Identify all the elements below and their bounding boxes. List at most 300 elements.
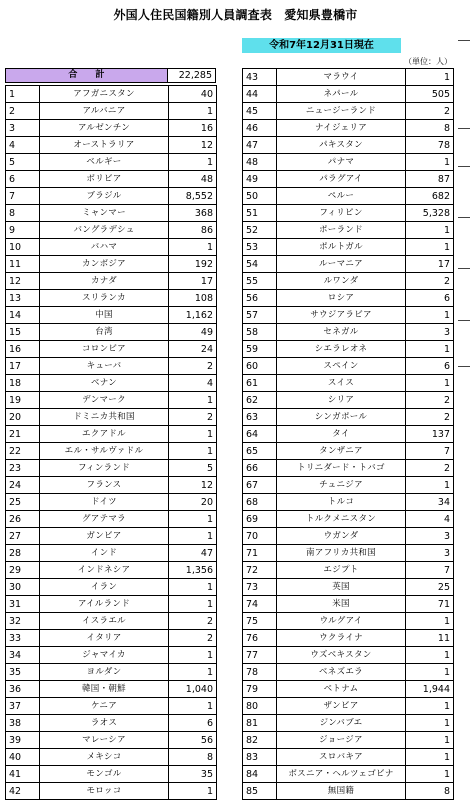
table-row [6, 256, 217, 273]
country-name: トルコ [277, 494, 406, 511]
row-number: 43 [243, 69, 277, 86]
margin-tick [458, 166, 470, 167]
row-number: 20 [6, 409, 40, 426]
table-row [6, 477, 217, 494]
table-row [6, 239, 217, 256]
country-name: セネガル [277, 324, 406, 341]
row-number: 59 [243, 341, 277, 358]
row-number: 60 [243, 358, 277, 375]
row-number: 41 [6, 766, 40, 783]
country-name: ベネズエラ [277, 664, 406, 681]
row-number: 48 [243, 154, 277, 171]
country-name: ポーランド [277, 222, 406, 239]
table-row [243, 477, 454, 494]
country-name: ベナン [40, 375, 169, 392]
country-name: 英国 [277, 579, 406, 596]
row-number: 39 [6, 732, 40, 749]
row-number: 28 [6, 545, 40, 562]
table-row [6, 443, 217, 460]
resident-count: 1 [406, 732, 454, 749]
table-row [243, 562, 454, 579]
country-name: シリア [277, 392, 406, 409]
table-row [6, 766, 217, 783]
row-number: 1 [6, 86, 40, 103]
table-row [243, 528, 454, 545]
row-number: 67 [243, 477, 277, 494]
row-number: 80 [243, 698, 277, 715]
row-number: 55 [243, 273, 277, 290]
row-number: 61 [243, 375, 277, 392]
resident-count: 682 [406, 188, 454, 205]
row-number: 19 [6, 392, 40, 409]
resident-count: 7 [406, 562, 454, 579]
table-row [6, 732, 217, 749]
row-number: 14 [6, 307, 40, 324]
resident-count: 1 [406, 222, 454, 239]
country-name: イタリア [40, 630, 169, 647]
row-number: 25 [6, 494, 40, 511]
table-row [6, 647, 217, 664]
row-number: 27 [6, 528, 40, 545]
resident-count: 1 [406, 647, 454, 664]
resident-count: 20 [169, 494, 217, 511]
nationality-table-left [5, 85, 217, 800]
resident-count: 6 [169, 715, 217, 732]
row-number: 76 [243, 630, 277, 647]
row-number: 6 [6, 171, 40, 188]
country-name: ナイジェリア [277, 120, 406, 137]
table-row [243, 273, 454, 290]
table-row [243, 188, 454, 205]
resident-count: 35 [169, 766, 217, 783]
resident-count: 71 [406, 596, 454, 613]
country-name: 韓国・朝鮮 [40, 681, 169, 698]
country-name: ドミニカ共和国 [40, 409, 169, 426]
country-name: タイ [277, 426, 406, 443]
row-number: 78 [243, 664, 277, 681]
margin-tick [458, 128, 470, 129]
table-row [243, 375, 454, 392]
resident-count: 3 [406, 528, 454, 545]
country-name: 南アフリカ共和国 [277, 545, 406, 562]
country-name: スイス [277, 375, 406, 392]
resident-count: 1 [406, 375, 454, 392]
row-number: 62 [243, 392, 277, 409]
table-row [6, 596, 217, 613]
resident-count: 1 [406, 69, 454, 86]
country-name: フィンランド [40, 460, 169, 477]
country-name: マラウイ [277, 69, 406, 86]
country-name: ドイツ [40, 494, 169, 511]
table-row [6, 307, 217, 324]
country-name: チュニジア [277, 477, 406, 494]
country-name: スロバキア [277, 749, 406, 766]
country-name: カナダ [40, 273, 169, 290]
row-number: 35 [6, 664, 40, 681]
resident-count: 1 [169, 392, 217, 409]
margin-tick [458, 366, 470, 367]
country-name: ニュージーランド [277, 103, 406, 120]
country-name: アフガニスタン [40, 86, 169, 103]
resident-count: 2 [406, 273, 454, 290]
country-name: インド [40, 545, 169, 562]
table-row [6, 375, 217, 392]
country-name: ベトナム [277, 681, 406, 698]
country-name: フランス [40, 477, 169, 494]
resident-count: 48 [169, 171, 217, 188]
margin-tick [458, 268, 470, 269]
country-name: オーストラリア [40, 137, 169, 154]
country-name: 無国籍 [277, 783, 406, 800]
resident-count: 1 [169, 698, 217, 715]
row-number: 32 [6, 613, 40, 630]
resident-count: 4 [169, 375, 217, 392]
resident-count: 87 [406, 171, 454, 188]
table-row [6, 460, 217, 477]
row-number: 4 [6, 137, 40, 154]
resident-count: 17 [406, 256, 454, 273]
country-name: イラン [40, 579, 169, 596]
table-row [6, 630, 217, 647]
table-row [243, 171, 454, 188]
resident-count: 1 [406, 698, 454, 715]
country-name: エル・サルヴァドル [40, 443, 169, 460]
country-name: ルーマニア [277, 256, 406, 273]
row-number: 7 [6, 188, 40, 205]
resident-count: 11 [406, 630, 454, 647]
table-row [6, 103, 217, 120]
country-name: ウズベキスタン [277, 647, 406, 664]
resident-count: 2 [406, 392, 454, 409]
country-name: インドネシア [40, 562, 169, 579]
page-title: 外国人住民国籍別人員調査表 愛知県豊橋市 [113, 8, 358, 22]
table-row [243, 766, 454, 783]
country-name: スペイン [277, 358, 406, 375]
table-row [243, 256, 454, 273]
row-number: 65 [243, 443, 277, 460]
table-row [6, 222, 217, 239]
table-row [243, 630, 454, 647]
resident-count: 1,040 [169, 681, 217, 698]
margin-tick [458, 40, 470, 41]
country-name: ネパール [277, 86, 406, 103]
resident-count: 7 [406, 443, 454, 460]
row-number: 36 [6, 681, 40, 698]
resident-count: 1 [406, 613, 454, 630]
table-row [243, 239, 454, 256]
row-number: 83 [243, 749, 277, 766]
row-number: 52 [243, 222, 277, 239]
resident-count: 6 [406, 358, 454, 375]
row-number: 70 [243, 528, 277, 545]
country-name: ヨルダン [40, 664, 169, 681]
table-row [243, 511, 454, 528]
table-row [243, 732, 454, 749]
country-name: 中国 [40, 307, 169, 324]
table-row [6, 358, 217, 375]
row-number: 13 [6, 290, 40, 307]
country-name: パラグアイ [277, 171, 406, 188]
row-number: 34 [6, 647, 40, 664]
margin-tick [458, 320, 470, 321]
country-name: ブラジル [40, 188, 169, 205]
as-of-date: 令和7年12月31日現在 [242, 38, 401, 53]
country-name: ケニア [40, 698, 169, 715]
nationality-table-right [242, 68, 454, 800]
table-row [243, 69, 454, 86]
country-name: キューバ [40, 358, 169, 375]
table-row [6, 528, 217, 545]
country-name: 台湾 [40, 324, 169, 341]
resident-count: 6 [406, 290, 454, 307]
row-number: 56 [243, 290, 277, 307]
resident-count: 17 [169, 273, 217, 290]
country-name: アルゼンチン [40, 120, 169, 137]
country-name: ウガンダ [277, 528, 406, 545]
resident-count: 1 [406, 477, 454, 494]
table-row [6, 426, 217, 443]
table-row [6, 494, 217, 511]
table-row [6, 749, 217, 766]
resident-count: 505 [406, 86, 454, 103]
table-row [243, 698, 454, 715]
resident-count: 1 [169, 103, 217, 120]
country-name: ジョージア [277, 732, 406, 749]
table-row [243, 494, 454, 511]
table-row [243, 579, 454, 596]
resident-count: 1 [169, 664, 217, 681]
country-name: パキスタン [277, 137, 406, 154]
resident-count: 1 [406, 664, 454, 681]
row-number: 11 [6, 256, 40, 273]
row-number: 8 [6, 205, 40, 222]
row-number: 69 [243, 511, 277, 528]
row-number: 66 [243, 460, 277, 477]
country-name: ガンビア [40, 528, 169, 545]
table-row [243, 443, 454, 460]
resident-count: 1,162 [169, 307, 217, 324]
resident-count: 1 [406, 749, 454, 766]
resident-count: 5 [169, 460, 217, 477]
resident-count: 78 [406, 137, 454, 154]
resident-count: 192 [169, 256, 217, 273]
resident-count: 8 [406, 783, 454, 800]
country-name: グアテマラ [40, 511, 169, 528]
resident-count: 24 [169, 341, 217, 358]
country-name: シンガポール [277, 409, 406, 426]
row-number: 85 [243, 783, 277, 800]
country-name: タンザニア [277, 443, 406, 460]
row-number: 64 [243, 426, 277, 443]
table-row [243, 358, 454, 375]
table-row [6, 205, 217, 222]
country-name: エジプト [277, 562, 406, 579]
row-number: 77 [243, 647, 277, 664]
resident-count: 1 [169, 528, 217, 545]
resident-count: 4 [406, 511, 454, 528]
row-number: 49 [243, 171, 277, 188]
country-name: バハマ [40, 239, 169, 256]
row-number: 46 [243, 120, 277, 137]
resident-count: 1 [406, 307, 454, 324]
table-row [6, 664, 217, 681]
resident-count: 40 [169, 86, 217, 103]
country-name: ミャンマー [40, 205, 169, 222]
row-number: 17 [6, 358, 40, 375]
resident-count: 3 [406, 545, 454, 562]
resident-count: 1 [169, 579, 217, 596]
country-name: パナマ [277, 154, 406, 171]
country-name: トルクメニスタン [277, 511, 406, 528]
resident-count: 1 [169, 426, 217, 443]
table-row [6, 783, 217, 800]
table-row [243, 392, 454, 409]
country-name: メキシコ [40, 749, 169, 766]
country-name: ボスニア・ヘルツェゴビナ [277, 766, 406, 783]
table-row [243, 205, 454, 222]
resident-count: 1,356 [169, 562, 217, 579]
margin-tick [458, 217, 470, 218]
table-row [6, 579, 217, 596]
country-name: シエラレオネ [277, 341, 406, 358]
country-name: フィリピン [277, 205, 406, 222]
total-value: 22,285 [178, 70, 212, 81]
country-name: バングラデシュ [40, 222, 169, 239]
resident-count: 8,552 [169, 188, 217, 205]
resident-count: 1 [406, 154, 454, 171]
resident-count: 56 [169, 732, 217, 749]
row-number: 3 [6, 120, 40, 137]
table-row [6, 120, 217, 137]
row-number: 5 [6, 154, 40, 171]
resident-count: 5,328 [406, 205, 454, 222]
resident-count: 2 [169, 409, 217, 426]
row-number: 37 [6, 698, 40, 715]
resident-count: 8 [169, 749, 217, 766]
table-row [6, 511, 217, 528]
country-name: ジンバブエ [277, 715, 406, 732]
row-number: 82 [243, 732, 277, 749]
country-name: ジャマイカ [40, 647, 169, 664]
resident-count: 3 [406, 324, 454, 341]
country-name: ラオス [40, 715, 169, 732]
table-row [6, 715, 217, 732]
table-row [243, 426, 454, 443]
resident-count: 1 [406, 341, 454, 358]
row-number: 24 [6, 477, 40, 494]
row-number: 51 [243, 205, 277, 222]
row-number: 40 [6, 749, 40, 766]
country-name: ポルトガル [277, 239, 406, 256]
row-number: 18 [6, 375, 40, 392]
table-row [6, 698, 217, 715]
table-row [243, 341, 454, 358]
country-name: スリランカ [40, 290, 169, 307]
resident-count: 1 [169, 511, 217, 528]
table-row [243, 120, 454, 137]
row-number: 21 [6, 426, 40, 443]
row-number: 31 [6, 596, 40, 613]
resident-count: 2 [406, 103, 454, 120]
resident-count: 1 [169, 239, 217, 256]
row-number: 10 [6, 239, 40, 256]
row-number: 68 [243, 494, 277, 511]
country-name: ロシア [277, 290, 406, 307]
resident-count: 8 [406, 120, 454, 137]
total-label: 合計 [6, 69, 168, 82]
row-number: 29 [6, 562, 40, 579]
table-row [6, 86, 217, 103]
row-number: 81 [243, 715, 277, 732]
resident-count: 2 [169, 613, 217, 630]
table-row [6, 341, 217, 358]
table-row [6, 171, 217, 188]
country-name: エクアドル [40, 426, 169, 443]
table-row [243, 222, 454, 239]
table-row [243, 664, 454, 681]
row-number: 50 [243, 188, 277, 205]
resident-count: 16 [169, 120, 217, 137]
resident-count: 137 [406, 426, 454, 443]
row-number: 75 [243, 613, 277, 630]
resident-count: 1 [169, 783, 217, 800]
row-number: 22 [6, 443, 40, 460]
country-name: 米国 [277, 596, 406, 613]
table-row [6, 290, 217, 307]
country-name: イスラエル [40, 613, 169, 630]
row-number: 72 [243, 562, 277, 579]
table-row [243, 613, 454, 630]
table-row [243, 783, 454, 800]
country-name: モンゴル [40, 766, 169, 783]
unit-label: （単位：人） [404, 57, 452, 66]
row-number: 16 [6, 341, 40, 358]
resident-count: 368 [169, 205, 217, 222]
row-number: 53 [243, 239, 277, 256]
row-number: 58 [243, 324, 277, 341]
country-name: ザンビア [277, 698, 406, 715]
resident-count: 1 [406, 766, 454, 783]
resident-count: 34 [406, 494, 454, 511]
row-number: 44 [243, 86, 277, 103]
resident-count: 1 [406, 239, 454, 256]
total-row [5, 68, 216, 83]
row-number: 79 [243, 681, 277, 698]
row-number: 47 [243, 137, 277, 154]
table-row [6, 409, 217, 426]
resident-count: 2 [406, 409, 454, 426]
resident-count: 12 [169, 477, 217, 494]
table-row [243, 307, 454, 324]
row-number: 45 [243, 103, 277, 120]
resident-count: 86 [169, 222, 217, 239]
resident-count: 1 [406, 715, 454, 732]
country-name: ペルー [277, 188, 406, 205]
resident-count: 2 [169, 630, 217, 647]
resident-count: 47 [169, 545, 217, 562]
resident-count: 1 [169, 154, 217, 171]
table-row [6, 273, 217, 290]
country-name: ルワンダ [277, 273, 406, 290]
row-number: 84 [243, 766, 277, 783]
country-name: ボリビア [40, 171, 169, 188]
table-row [243, 647, 454, 664]
table-row [243, 154, 454, 171]
country-name: カンボジア [40, 256, 169, 273]
row-number: 54 [243, 256, 277, 273]
table-row [6, 681, 217, 698]
resident-count: 2 [169, 358, 217, 375]
